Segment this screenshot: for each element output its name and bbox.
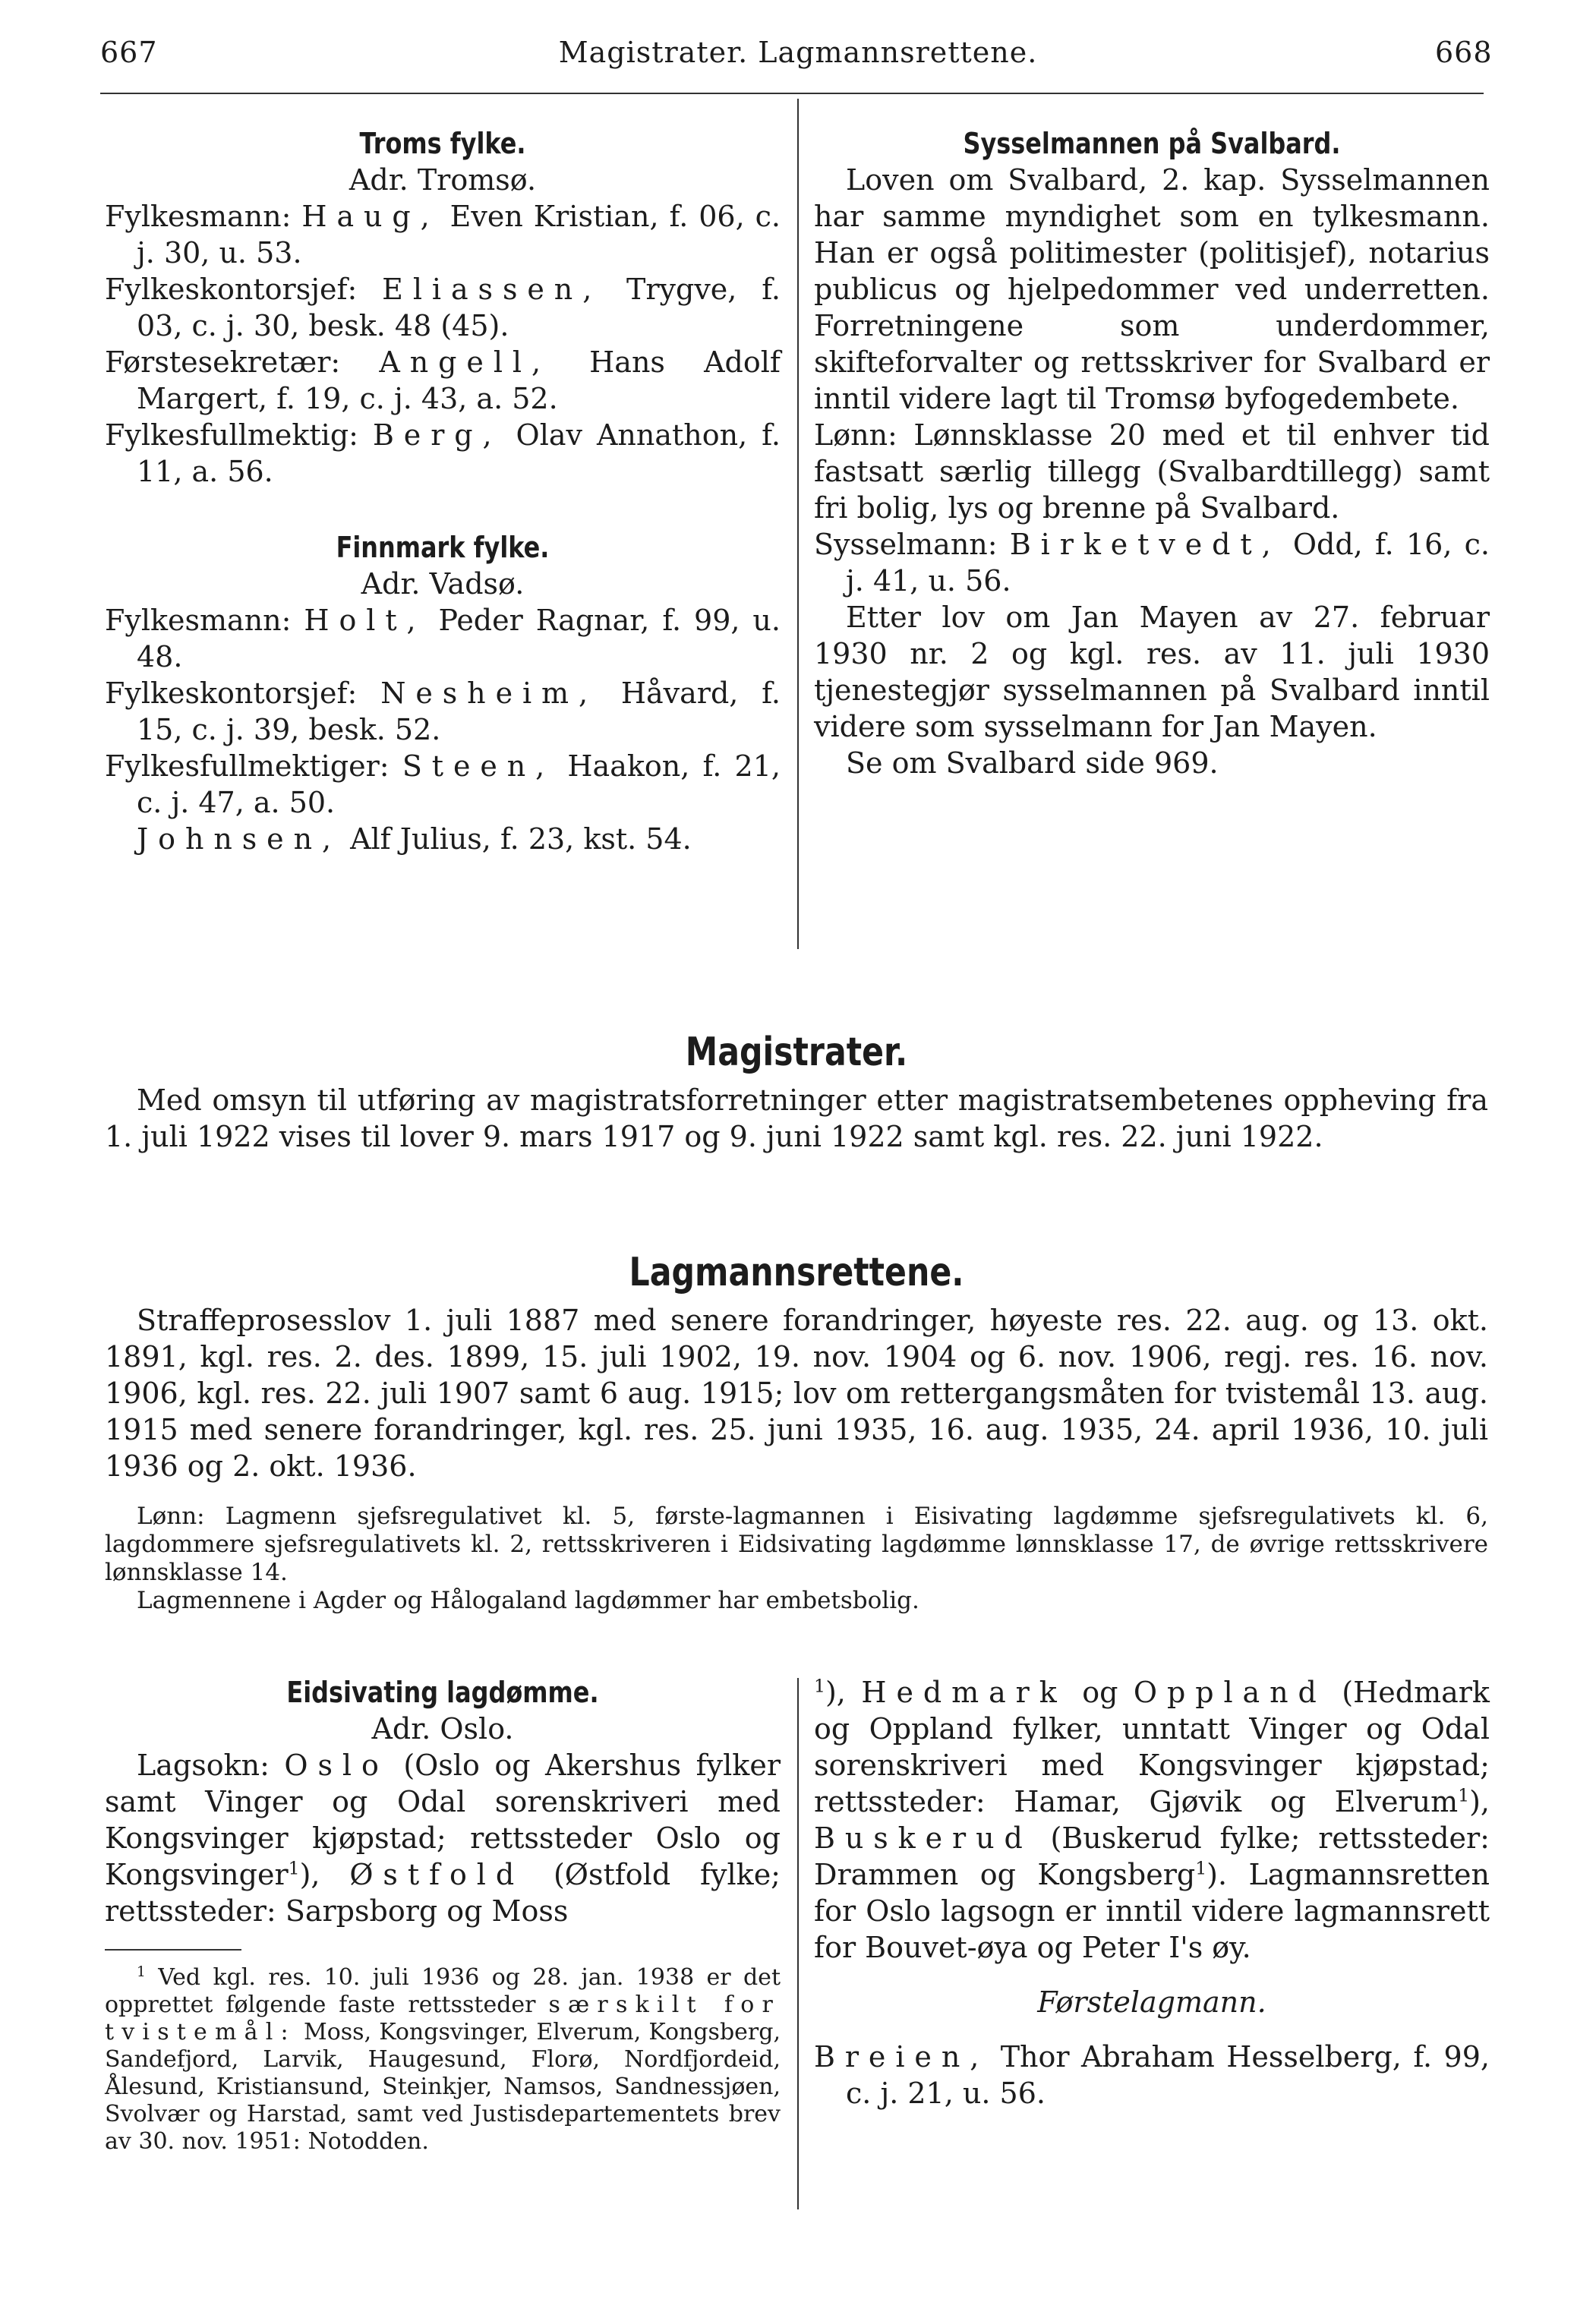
lagmannsrettene-text: Straffeprosesslov 1. juli 1887 med senere forandringer, høyeste res. 22. aug. og 13. okt. 1891, kgl. res. 2. des. 1899, 15. juli 1902, 19. nov. 1904 og 6. nov. 1906, regj. res. 16. nov. 1906, kgl. res. 22. juli 1907 samt 6 aug. 1915; lov om rettergangsmåten for tvistemål 13. aug. 1915 med senere forandringer, kgl. res. 25. juni 1935, 16. aug. 1935, 24. april 1936, 10. juli 1936 og 2. okt. 1936.: [105, 1304, 1488, 1483]
right-column-top: [814, 125, 1490, 781]
troms-entry-fullmektig: Fylkesfullmektig: Berg, Olav Annathon, f. 11, a. 56.: [105, 418, 781, 488]
troms-entry-kontorsjef: Fylkeskontorsjef: Eliassen, Trygve, f. 03, c. j. 30, besk. 48 (45).: [105, 273, 781, 342]
finnmark-entry-kontorsjef: Fylkeskontorsjef: Nesheim, Håvard, f. 15, c. j. 39, besk. 52.: [105, 676, 781, 746]
left-column-top: [105, 125, 781, 857]
page-number-left: 667: [100, 36, 158, 69]
magistrater-heading: Magistrater.: [685, 1030, 908, 1075]
svalbard-lonn: Lønn: Lønnsklasse 20 med et til enhver tid fastsatt særlig tillegg (Svalbardtillegg) samt fri bolig, lys og brenne på Svalbard.: [814, 418, 1490, 525]
svalbard-paragraph: Loven om Svalbard, 2. kap. Sysselmannen har samme myndighet som en tylkesmann. Han er også politimester (politisjef), notarius publicus og hjelpedommer ved underretten. Forretningene som underdommer, skifteforvalter og rettsskriver for Svalbard er inntil videre lagt til Tromsø byfogedembete.: [814, 163, 1490, 415]
magistrater-section: [105, 1029, 1488, 1155]
footnote: $^1$ Ved kgl. res. 10. juli 1936 og 28. jan. 1938 er det opprettet følgende faste rettssteder særskilt for tvistemål: Moss, Kongsvinger, Elverum, Kongsberg, Sandefjord, Larvik, Haugesund, Florø, Nordfjordeid, Ålesund, Kristiansund, Steinkjer, Namsos, Sandnessjøen, Svolvær og Harstad, samt ved Justisdepartementets brev av 30. nov. 1951: Notodden.: [105, 1964, 781, 2155]
lagmannsrettene-lonn: Lønn: Lagmenn sjefsregulativet kl. 5, første-lagmannen i Eisivating lagdømme sjefsregulativets kl. 6, lagdommere sjefsregulativets kl. 2, rettsskriveren i Eidsivating lagdømme lønnsklasse 17, de øvrige rettsskrivere lønnsklasse 14.: [105, 1503, 1488, 1586]
eidsivating-lagsokn-part1: Lagsokn: Oslo (Oslo og Akershus fylker samt Vinger og Odal sorenskriveri med Kongsvinger kjøpstad; rettssteder Oslo og Kongsvinger$^1$), Østfold (Østfold fylke; rettssteder: Sarpsborg og Moss: [105, 1749, 781, 1928]
lagmannsrettene-bolig: Lagmennene i Agder og Hålogaland lagdømmer har embetsbolig.: [137, 1587, 919, 1614]
troms-entry-sekretaer: Førstesekretær: Angell, Hans Adolf Margert, f. 19, c. j. 43, a. 52.: [105, 345, 781, 415]
column-divider-bottom: [797, 1678, 799, 2209]
svalbard-sysselmann: Sysselmann: Birketvedt, Odd, f. 16, c. j. 41, u. 56.: [814, 528, 1490, 598]
jan-mayen-paragraph: Etter lov om Jan Mayen av 27. februar 1930 nr. 2 og kgl. res. av 11. juli 1930 tjenestegjør sysselmannen på Svalbard inntil videre som sysselmann for Jan Mayen.: [814, 601, 1490, 743]
page-number-right: 668: [1435, 36, 1493, 69]
forstelagmann-entry: Breien, Thor Abraham Hesselberg, f. 99, c. j. 21, u. 56.: [814, 2040, 1490, 2110]
header-rule: [100, 93, 1484, 94]
finnmark-address: Adr. Vadsø.: [361, 567, 525, 601]
right-column-bottom: [814, 1674, 1490, 2111]
troms-entry-fylkesmann: Fylkesmann: Haug, Even Kristian, f. 06, c. j. 30, u. 53.: [105, 200, 781, 270]
troms-heading: Troms fylke.: [359, 127, 526, 160]
lagmannsrettene-heading: Lagmannsrettene.: [629, 1250, 964, 1295]
forstelagmann-title: Førstelagmann.: [1037, 1985, 1266, 2019]
eidsivating-heading: Eidsivating lagdømme.: [286, 1676, 599, 1709]
svalbard-reference: Se om Svalbard side 969.: [846, 746, 1219, 780]
svalbard-heading: Sysselmannen på Svalbard.: [963, 127, 1341, 160]
finnmark-entry-fullmektiger: Fylkesfullmektiger: Steen, Haakon, f. 21, c. j. 47, a. 50.: [105, 749, 781, 819]
eidsivating-address: Adr. Oslo.: [371, 1712, 514, 1746]
lagmannsrettene-section: [105, 1249, 1488, 1615]
column-divider-top: [797, 99, 799, 949]
footnote-rule: [105, 1949, 241, 1951]
finnmark-entry-fylkesmann: Fylkesmann: Holt, Peder Ragnar, f. 99, u. 48.: [105, 604, 781, 673]
left-column-bottom: [105, 1674, 781, 2156]
running-title: Magistrater. Lagmannsrettene.: [558, 36, 1038, 69]
finnmark-heading: Finnmark fylke.: [336, 531, 550, 564]
eidsivating-lagsokn-part2: $^1$), Hedmark og Oppland (Hedmark og Oppland fylker, unntatt Vinger og Odal sorenskriveri med Kongsvinger kjøpstad; rettssteder: Hamar, Gjøvik og Elverum$^1$), Buskerud (Buskerud fylke; rettssteder: Drammen og Kongsberg$^1$). Lagmannsretten for Oslo lagsogn er inntil videre lagmannsrett for Bouvet-øya og Peter I's øy.: [814, 1675, 1490, 1964]
finnmark-entry-johnsen: Johnsen, Alf Julius, f. 23, kst. 54.: [137, 822, 692, 856]
magistrater-text: Med omsyn til utføring av magistratsforretninger etter magistratsembetenes oppheving fra 1. juli 1922 vises til lover 9. mars 1917 og 9. juni 1922 samt kgl. res. 22. juni 1922.: [105, 1083, 1488, 1153]
troms-address: Adr. Tromsø.: [349, 163, 537, 197]
